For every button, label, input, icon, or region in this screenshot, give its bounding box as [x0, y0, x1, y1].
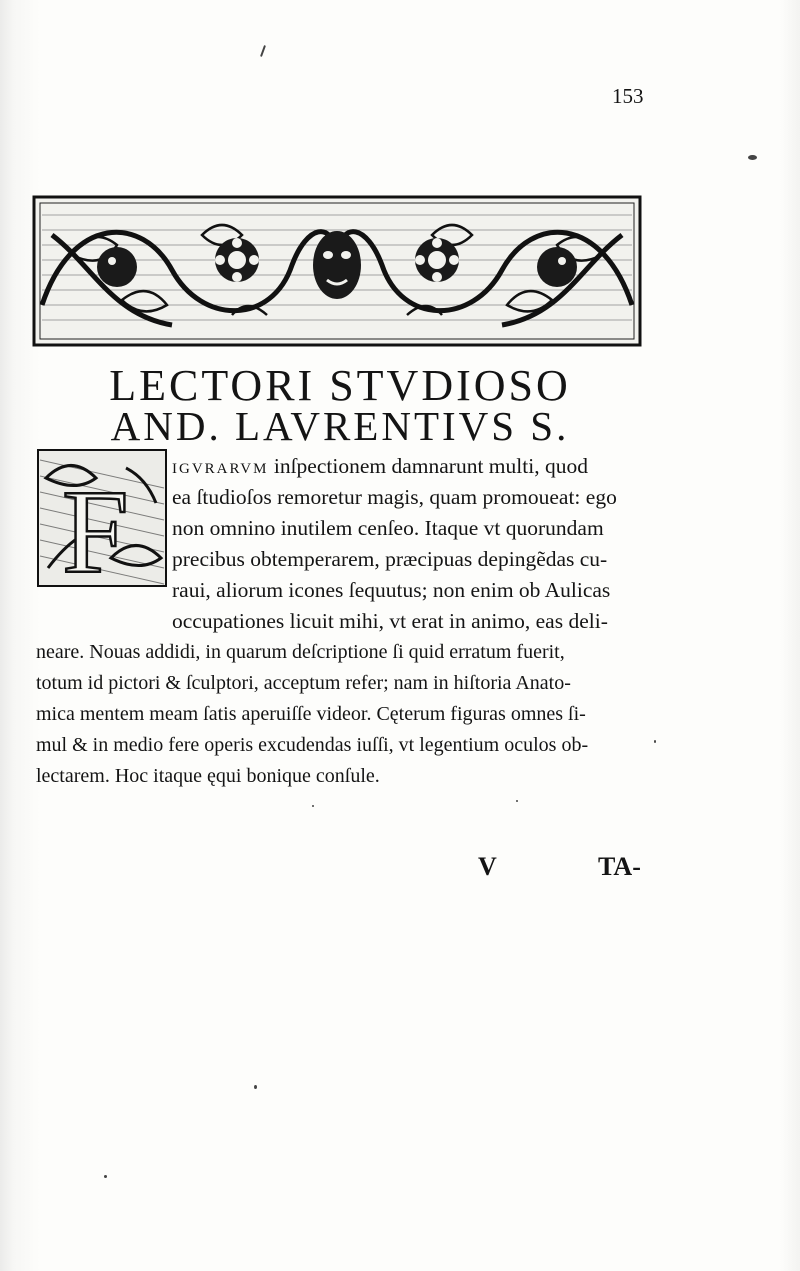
text-line-1-rest: inſpectionem damnarunt multi, quod: [268, 454, 588, 478]
text-line: mul & in medio fere operis excudendas iuſſi, vt legentium oculos ob-: [36, 734, 589, 756]
heading-line-1: LECTORI STVDIOSO: [109, 361, 571, 410]
text-line: totum id pictori & ſculptori, acceptum refer; nam in hiſtoria Anato-: [36, 672, 571, 694]
page-number: 153: [612, 84, 644, 108]
signature-mark: V: [478, 852, 497, 881]
heading-line-2: AND. LAVRENTIVS S.: [110, 403, 570, 449]
text-line-1: [172, 456, 588, 478]
text-line: non omnino inutilem cenſeo. Itaque vt quorundam: [172, 516, 604, 540]
text-line: occupationes licuit mihi, vt erat in animo, eas deli-: [172, 609, 608, 633]
text-line: ea ſtudioſos remoretur magis, quam promoueat: ego: [172, 485, 617, 509]
text-line: mica mentem meam ſatis aperuiſſe videor. Cęterum figuras omnes ſi-: [36, 703, 586, 725]
text-line: lectarem. Hoc itaque ęqui bonique conſule.: [36, 765, 380, 787]
smallcaps-word: IGVRARVM: [172, 461, 269, 477]
text-line: raui, aliorum icones ſequutus; non enim ob Aulicas: [172, 578, 611, 602]
catchword: TA-: [598, 852, 641, 881]
text-line: neare. Nouas addidi, in quarum deſcriptione ſi quid erratum fuerit,: [36, 641, 565, 663]
initial-letter: F: [62, 465, 129, 588]
text-line: precibus obtemperarem, præcipuas depingẽdas cu-: [172, 547, 608, 571]
